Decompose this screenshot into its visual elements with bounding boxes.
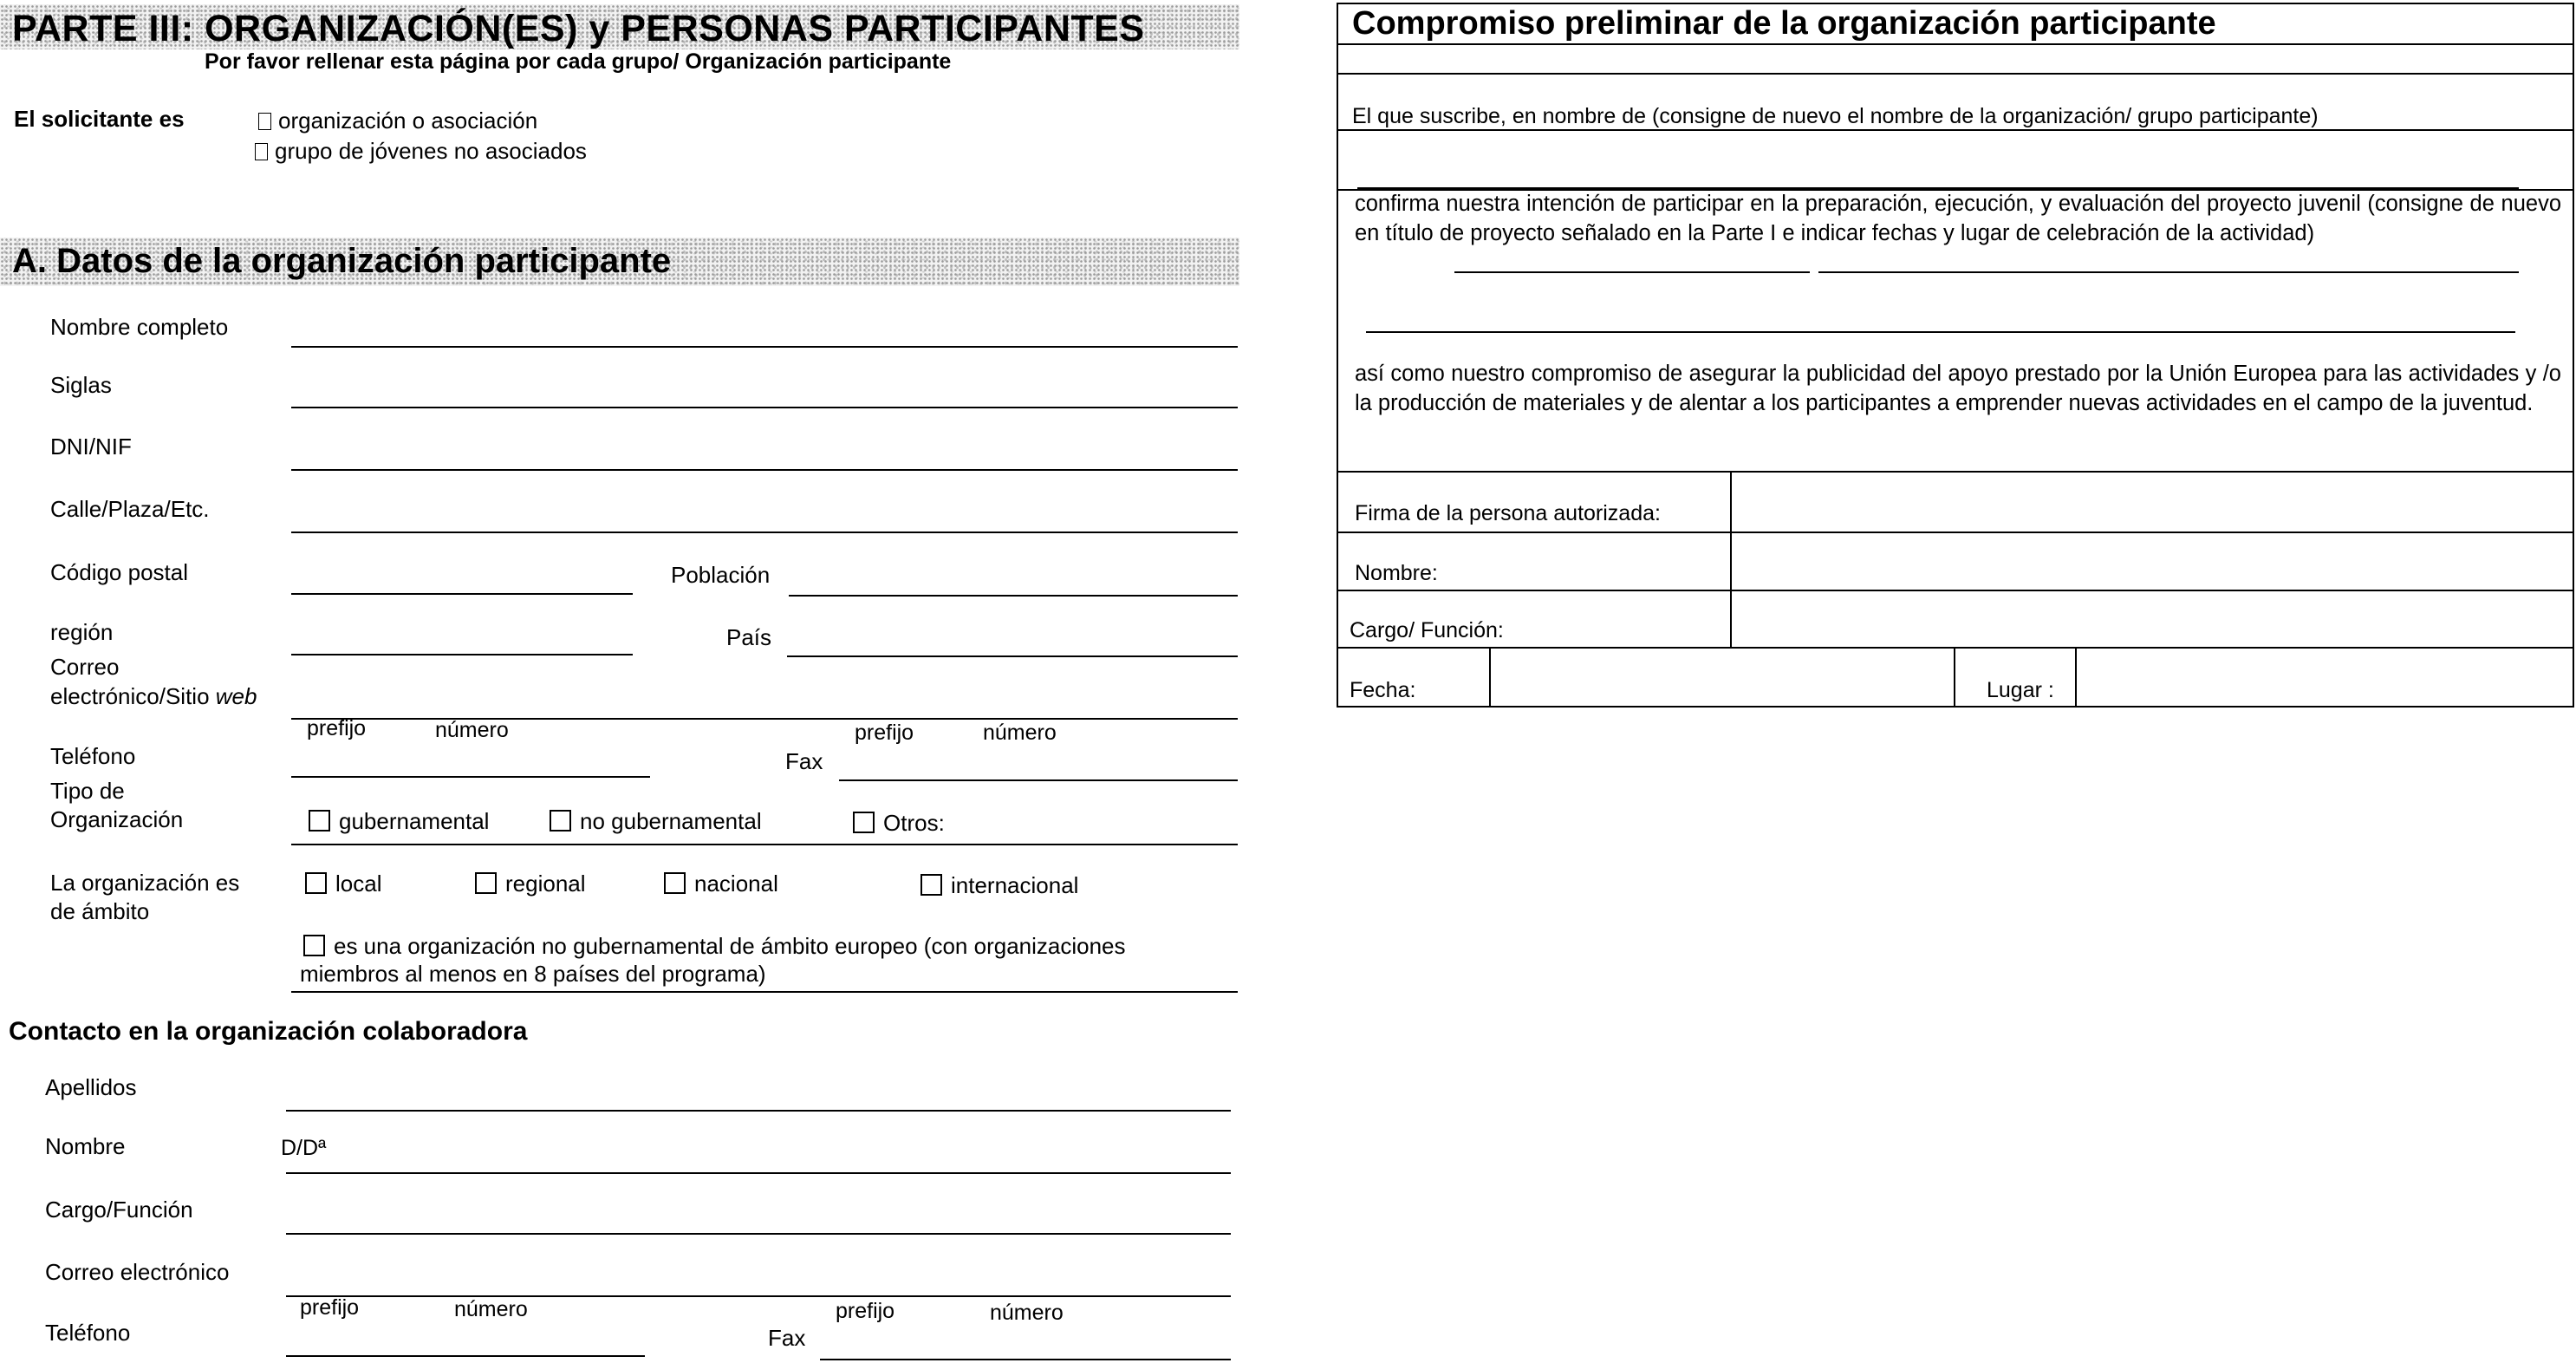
checkbox-icon[interactable]: [853, 812, 875, 833]
org-type-otros[interactable]: [853, 810, 945, 837]
field-label-telefono: Teléfono: [50, 743, 136, 769]
field-label-poblacion: Población: [671, 562, 771, 588]
cargo-label: Cargo/ Función:: [1350, 618, 1504, 642]
nombre-label: Nombre:: [1355, 561, 1438, 585]
lugar-label: Lugar :: [1987, 678, 2054, 702]
fax-numero-label: número: [983, 721, 1057, 745]
applicant-option-organization[interactable]: [258, 108, 537, 134]
field-line-telefono[interactable]: [291, 776, 650, 778]
field-label-dni-nif: DNI/NIF: [50, 434, 132, 460]
contact-label-cargo: Cargo/Función: [45, 1197, 193, 1223]
field-line-activity-c[interactable]: [1366, 331, 2515, 333]
checkbox-icon[interactable]: [475, 872, 497, 894]
commitment-divider-undersigned: [1337, 129, 2574, 131]
contact-line-telefono[interactable]: [286, 1355, 645, 1357]
field-label-nombre-completo: Nombre completo: [50, 314, 229, 340]
contact-label-telefono: Teléfono: [45, 1320, 131, 1346]
field-line-poblacion[interactable]: [789, 595, 1238, 597]
field-label-siglas: Siglas: [50, 372, 112, 398]
org-type-gubernamental[interactable]: [309, 808, 489, 835]
field-label-tipo-line1: Tipo de: [50, 778, 125, 804]
contact-nombre-prefix: D/Dª: [281, 1136, 327, 1160]
applicant-option-label: grupo de jóvenes no asociados: [275, 138, 587, 164]
field-label-correo-line1: Correo: [50, 654, 120, 680]
contact-phone-prefijo: prefijo: [300, 1295, 360, 1320]
scope-internacional[interactable]: [920, 872, 1078, 899]
contact-line-fax[interactable]: [820, 1359, 1231, 1360]
field-line-european: [291, 991, 1238, 993]
lugar-field[interactable]: [2077, 649, 2573, 706]
field-label-ambito-line2: de ámbito: [50, 898, 150, 924]
field-line-pais[interactable]: [787, 655, 1238, 657]
org-type-label: Otros:: [883, 810, 945, 836]
section-a-title: A. Datos de la organización participante: [12, 242, 672, 280]
checkbox-icon[interactable]: [920, 874, 942, 896]
scope-regional[interactable]: [475, 871, 586, 897]
field-label-ambito-line1: La organización es: [50, 870, 240, 896]
field-line-fax[interactable]: [839, 779, 1238, 781]
contact-label-correo: Correo electrónico: [45, 1259, 230, 1285]
fecha-label: Fecha:: [1350, 678, 1416, 702]
field-label-codigo-postal: Código postal: [50, 559, 188, 585]
contact-label-nombre: Nombre: [45, 1133, 126, 1159]
field-line-codigo-postal[interactable]: [291, 593, 633, 595]
field-label-tipo-organizacion: [50, 777, 183, 834]
applicant-option-label: organización o asociación: [278, 108, 538, 134]
contact-fax-numero: número: [990, 1301, 1064, 1325]
fecha-field[interactable]: [1491, 649, 1952, 706]
field-line-nombre-completo[interactable]: [291, 346, 1238, 348]
field-line-correo-web[interactable]: [291, 718, 1238, 720]
contact-line-nombre[interactable]: [286, 1172, 1231, 1174]
field-line-dni-nif[interactable]: [291, 469, 1238, 471]
checkbox-icon[interactable]: [303, 935, 325, 956]
field-label-region: región: [50, 619, 114, 645]
contact-section-title: Contacto en la organización colaboradora: [9, 1017, 528, 1046]
field-line-tipo-organizacion[interactable]: [291, 844, 1238, 845]
checkbox-icon[interactable]: [258, 113, 271, 130]
commitment-title: Compromiso preliminar de la organización participante: [1352, 5, 2216, 42]
field-label-ambito: [50, 869, 239, 926]
contact-label-fax: Fax: [768, 1325, 806, 1351]
scope-label: regional: [505, 871, 586, 897]
firma-field[interactable]: [1732, 473, 2573, 531]
checkbox-icon[interactable]: [664, 872, 686, 894]
org-type-no-gubernamental[interactable]: [550, 808, 762, 835]
contact-fax-prefijo: prefijo: [836, 1299, 895, 1323]
phone-numero-label: número: [435, 718, 509, 742]
checkbox-icon[interactable]: [550, 810, 571, 831]
scope-european-line2: miembros al menos en 8 países del programa): [300, 961, 766, 987]
scope-label: local: [335, 871, 382, 897]
org-type-label: no gubernamental: [580, 808, 762, 834]
part-title: PARTE III: ORGANIZACIÓN(ES) y PERSONAS PARTICIPANTES: [12, 8, 1145, 49]
applicant-label: El solicitante es: [14, 106, 185, 132]
commitment-divider-blank: [1337, 73, 2574, 75]
page-subtitle: Por favor rellenar esta página por cada grupo/ Organización participante: [205, 49, 952, 74]
scope-european-line1: es una organización no gubernamental de ámbito europeo (con organizaciones: [334, 933, 1126, 959]
nombre-field[interactable]: [1732, 533, 2573, 589]
applicant-option-youth-group[interactable]: [255, 138, 587, 165]
firma-label: Firma de la persona autorizada:: [1355, 501, 1661, 525]
phone-prefijo-label: prefijo: [307, 716, 367, 740]
field-label-correo-line2: [50, 682, 257, 711]
field-line-region[interactable]: [291, 654, 633, 655]
lugar-col-divider-left: [1954, 647, 1955, 708]
checkbox-icon[interactable]: [309, 810, 330, 831]
contact-line-correo[interactable]: [286, 1295, 1231, 1297]
contact-label-apellidos: Apellidos: [45, 1074, 137, 1100]
scope-local[interactable]: [305, 871, 381, 897]
contact-phone-numero: número: [454, 1297, 528, 1321]
confirm-text: confirma nuestra intención de participar en la preparación, ejecución, y evaluación del proyecto juvenil (consigne de nuevo en título de proyecto señalado en la Parte I e indicar fechas y lugar de celebración de la actividad): [1355, 192, 2561, 245]
publicity-text: así como nuestro compromiso de asegurar la publicidad del apoyo prestado por la Unión Europea para las actividades y /o la producción de materiales y de alentar a los participantes a emprender nuevas actividades en el campo de la juventud.: [1355, 362, 2561, 415]
field-label-tipo-line2: Organización: [50, 806, 184, 832]
cargo-field[interactable]: [1732, 591, 2573, 646]
scope-label: nacional: [694, 871, 778, 897]
field-line-siglas[interactable]: [291, 407, 1238, 408]
field-label-pais: País: [726, 624, 772, 650]
contact-line-cargo[interactable]: [286, 1233, 1231, 1235]
contact-line-apellidos[interactable]: [286, 1110, 1231, 1112]
field-line-calle[interactable]: [291, 532, 1238, 533]
field-label-correo-text: electrónico/Sitio: [50, 683, 210, 709]
commitment-divider-title: [1337, 43, 2574, 45]
field-label-fax: Fax: [785, 748, 823, 774]
undersigned-text: El que suscribe, en nombre de (consigne de nuevo el nombre de la organización/ grupo participante): [1352, 104, 2319, 128]
checkbox-icon[interactable]: [305, 872, 327, 894]
checkbox-icon[interactable]: [255, 143, 268, 160]
field-label-correo-web: [50, 652, 257, 711]
field-label-web: web: [215, 683, 257, 709]
scope-nacional[interactable]: [664, 871, 778, 897]
scope-european-ngo[interactable]: [303, 933, 1126, 960]
fax-prefijo-label: prefijo: [855, 721, 914, 745]
scope-label: internacional: [951, 872, 1079, 898]
org-type-label: gubernamental: [339, 808, 490, 834]
field-line-activity-a[interactable]: [1454, 271, 1810, 273]
field-label-calle: Calle/Plaza/Etc.: [50, 496, 210, 522]
field-line-activity-b[interactable]: [1818, 271, 2519, 273]
